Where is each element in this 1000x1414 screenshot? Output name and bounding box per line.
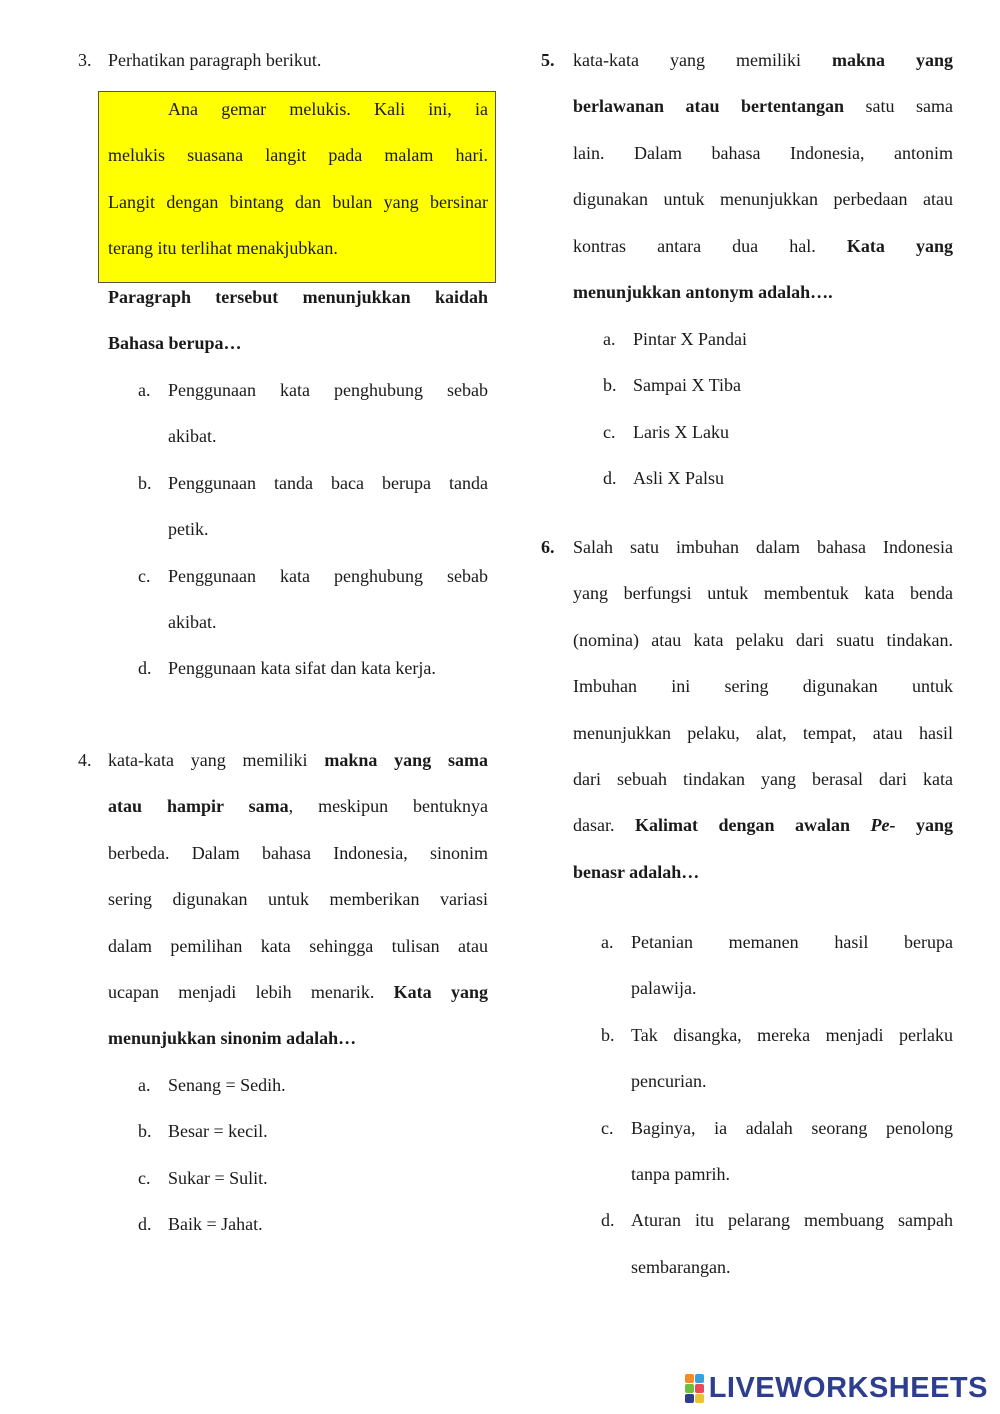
option-text: Penggunaan kata penghubung sebab (168, 565, 488, 586)
question-line: menunjukkan antonym adalah…. (573, 281, 833, 302)
question-number: 3. (78, 50, 92, 70)
option-c[interactable] (601, 1105, 953, 1198)
option-text: Senang = Sedih. (168, 1075, 286, 1095)
option-label: c. (138, 1167, 151, 1188)
question-line: benasr adalah… (573, 861, 700, 882)
question-line: (nomina) atau kata pelaku dari suatu tindakan. (573, 629, 953, 650)
question-intro: Perhatikan paragraph berikut. (108, 50, 322, 70)
bold-text: berlawanan atau bertentangan (573, 96, 845, 117)
option-d[interactable] (138, 1201, 488, 1247)
option-a[interactable] (138, 367, 488, 460)
question-line: berbeda. Dalam bahasa Indonesia, sinonim (108, 842, 488, 863)
question-6-options (601, 919, 953, 1290)
option-c[interactable] (603, 409, 953, 455)
option-text: akibat. (168, 426, 217, 447)
bold-text: Kalimat dengan awalan (634, 815, 871, 836)
option-b[interactable] (601, 1012, 953, 1105)
option-text: tanpa pamrih. (631, 1163, 730, 1184)
question-4-options (138, 1062, 488, 1248)
bold-text: Kata yang (846, 235, 953, 256)
option-b[interactable] (138, 460, 488, 553)
option-text: Penggunaan kata penghubung sebab (168, 380, 488, 400)
liveworksheets-logo-icon (685, 1374, 704, 1403)
option-text: Sukar = Sulit. (168, 1167, 268, 1188)
option-label: a. (601, 932, 614, 952)
question-3-options (138, 367, 488, 692)
liveworksheets-logo[interactable] (685, 1372, 988, 1404)
option-text: Laris X Laku (633, 421, 729, 442)
option-label: d. (603, 468, 617, 489)
option-d[interactable] (601, 1197, 953, 1290)
question-line: dalam pemilihan kata sehingga tulisan atau (108, 935, 488, 956)
option-b[interactable] (603, 362, 953, 408)
question-line: digunakan untuk menunjukkan perbedaan atau (573, 189, 953, 210)
option-text: sembarangan. (631, 1256, 731, 1277)
option-label: b. (601, 1024, 615, 1045)
question-number: 4. (78, 750, 92, 770)
question-number: 6. (541, 537, 555, 557)
option-label: c. (601, 1117, 614, 1138)
option-text: Tak disangka, mereka menjadi perlaku (631, 1024, 953, 1045)
option-label: c. (603, 421, 616, 442)
option-c[interactable] (138, 1155, 488, 1201)
prompt-line: Bahasa berupa… (108, 333, 242, 354)
bold-text: Kata yang (393, 981, 488, 1002)
question-5-options (603, 316, 953, 502)
option-text: Baginya, ia adalah seorang penolong (631, 1117, 953, 1138)
passage-line: melukis suasana langit pada malam hari. (108, 145, 488, 166)
passage (108, 86, 488, 272)
bold-text: makna yang sama (324, 750, 488, 770)
text: kontras antara dua hal. (573, 235, 847, 256)
option-text: akibat. (168, 611, 217, 632)
option-d[interactable] (603, 455, 953, 501)
question-line (573, 802, 953, 848)
question-line: menunjukkan pelaku, alat, tempat, atau hasil (573, 722, 953, 743)
logo-text: LIVEWORKSHEETS (708, 1371, 988, 1404)
option-label: d. (601, 1210, 615, 1231)
option-text: Aturan itu pelarang membuang sampah (631, 1210, 953, 1231)
question-line (573, 223, 953, 269)
option-label: b. (138, 472, 152, 493)
option-label: b. (603, 375, 617, 396)
question-line: yang berfungsi untuk membentuk kata benda (573, 583, 953, 604)
bold-text: makna yang (831, 50, 953, 70)
option-text: Baik = Jahat. (168, 1214, 263, 1235)
option-text: Penggunaan kata sifat dan kata kerja. (168, 658, 436, 679)
option-label: c. (138, 565, 151, 586)
question-3-prompt (108, 274, 488, 367)
option-label: a. (138, 1075, 151, 1095)
question-line (108, 783, 488, 829)
bold-text: yang (895, 815, 953, 836)
question-line: lain. Dalam bahasa Indonesia, antonim (573, 142, 953, 163)
question-line (108, 737, 488, 783)
option-d[interactable] (138, 645, 488, 691)
option-text: petik. (168, 519, 209, 540)
option-text: Pintar X Pandai (633, 329, 747, 349)
option-label: a. (603, 329, 616, 349)
text: satu sama (844, 96, 953, 117)
option-label: a. (138, 380, 151, 400)
text: , meskipun bentuknya (288, 796, 488, 817)
question-line: sering digunakan untuk memberikan variasi (108, 889, 488, 910)
option-text: palawija. (631, 978, 697, 999)
question-line (573, 83, 953, 129)
option-c[interactable] (138, 553, 488, 646)
option-text: pencurian. (631, 1071, 707, 1092)
option-text: Besar = kecil. (168, 1121, 268, 1142)
bold-italic-text: Pe- (870, 815, 896, 836)
bold-text: atau hampir sama (108, 796, 289, 817)
option-label: d. (138, 658, 152, 679)
option-a[interactable] (603, 316, 953, 362)
question-line: dari sebuah tindakan yang berasal dari kata (573, 768, 953, 789)
option-label: b. (138, 1121, 152, 1142)
question-number: 5. (541, 50, 555, 70)
option-text: Asli X Palsu (633, 468, 725, 489)
text: ucapan menjadi lebih menarik. (108, 981, 394, 1002)
option-text: Sampai X Tiba (633, 375, 742, 396)
text: kata-kata yang memiliki (108, 750, 325, 770)
option-text: Petanian memanen hasil berupa (631, 932, 953, 952)
question-line: menunjukkan sinonim adalah… (108, 1028, 357, 1049)
option-b[interactable] (138, 1108, 488, 1154)
passage-line: terang itu terlihat menakjubkan. (108, 238, 338, 259)
text: kata-kata yang memiliki (573, 50, 832, 70)
option-a[interactable] (601, 919, 953, 1012)
question-line: Imbuhan ini sering digunakan untuk (573, 676, 953, 697)
question-line (573, 37, 953, 83)
question-line: Salah satu imbuhan dalam bahasa Indonesia (573, 537, 953, 557)
option-a[interactable] (138, 1062, 488, 1108)
prompt-line: Paragraph tersebut menunjukkan kaidah (108, 287, 488, 307)
passage-line: Langit dengan bintang dan bulan yang bersinar (108, 191, 488, 212)
passage-line: Ana gemar melukis. Kali ini, ia (168, 99, 488, 119)
option-text: Penggunaan tanda baca berupa tanda (168, 472, 488, 493)
text: dasar. (573, 815, 635, 836)
question-line (108, 969, 488, 1015)
option-label: d. (138, 1214, 152, 1235)
